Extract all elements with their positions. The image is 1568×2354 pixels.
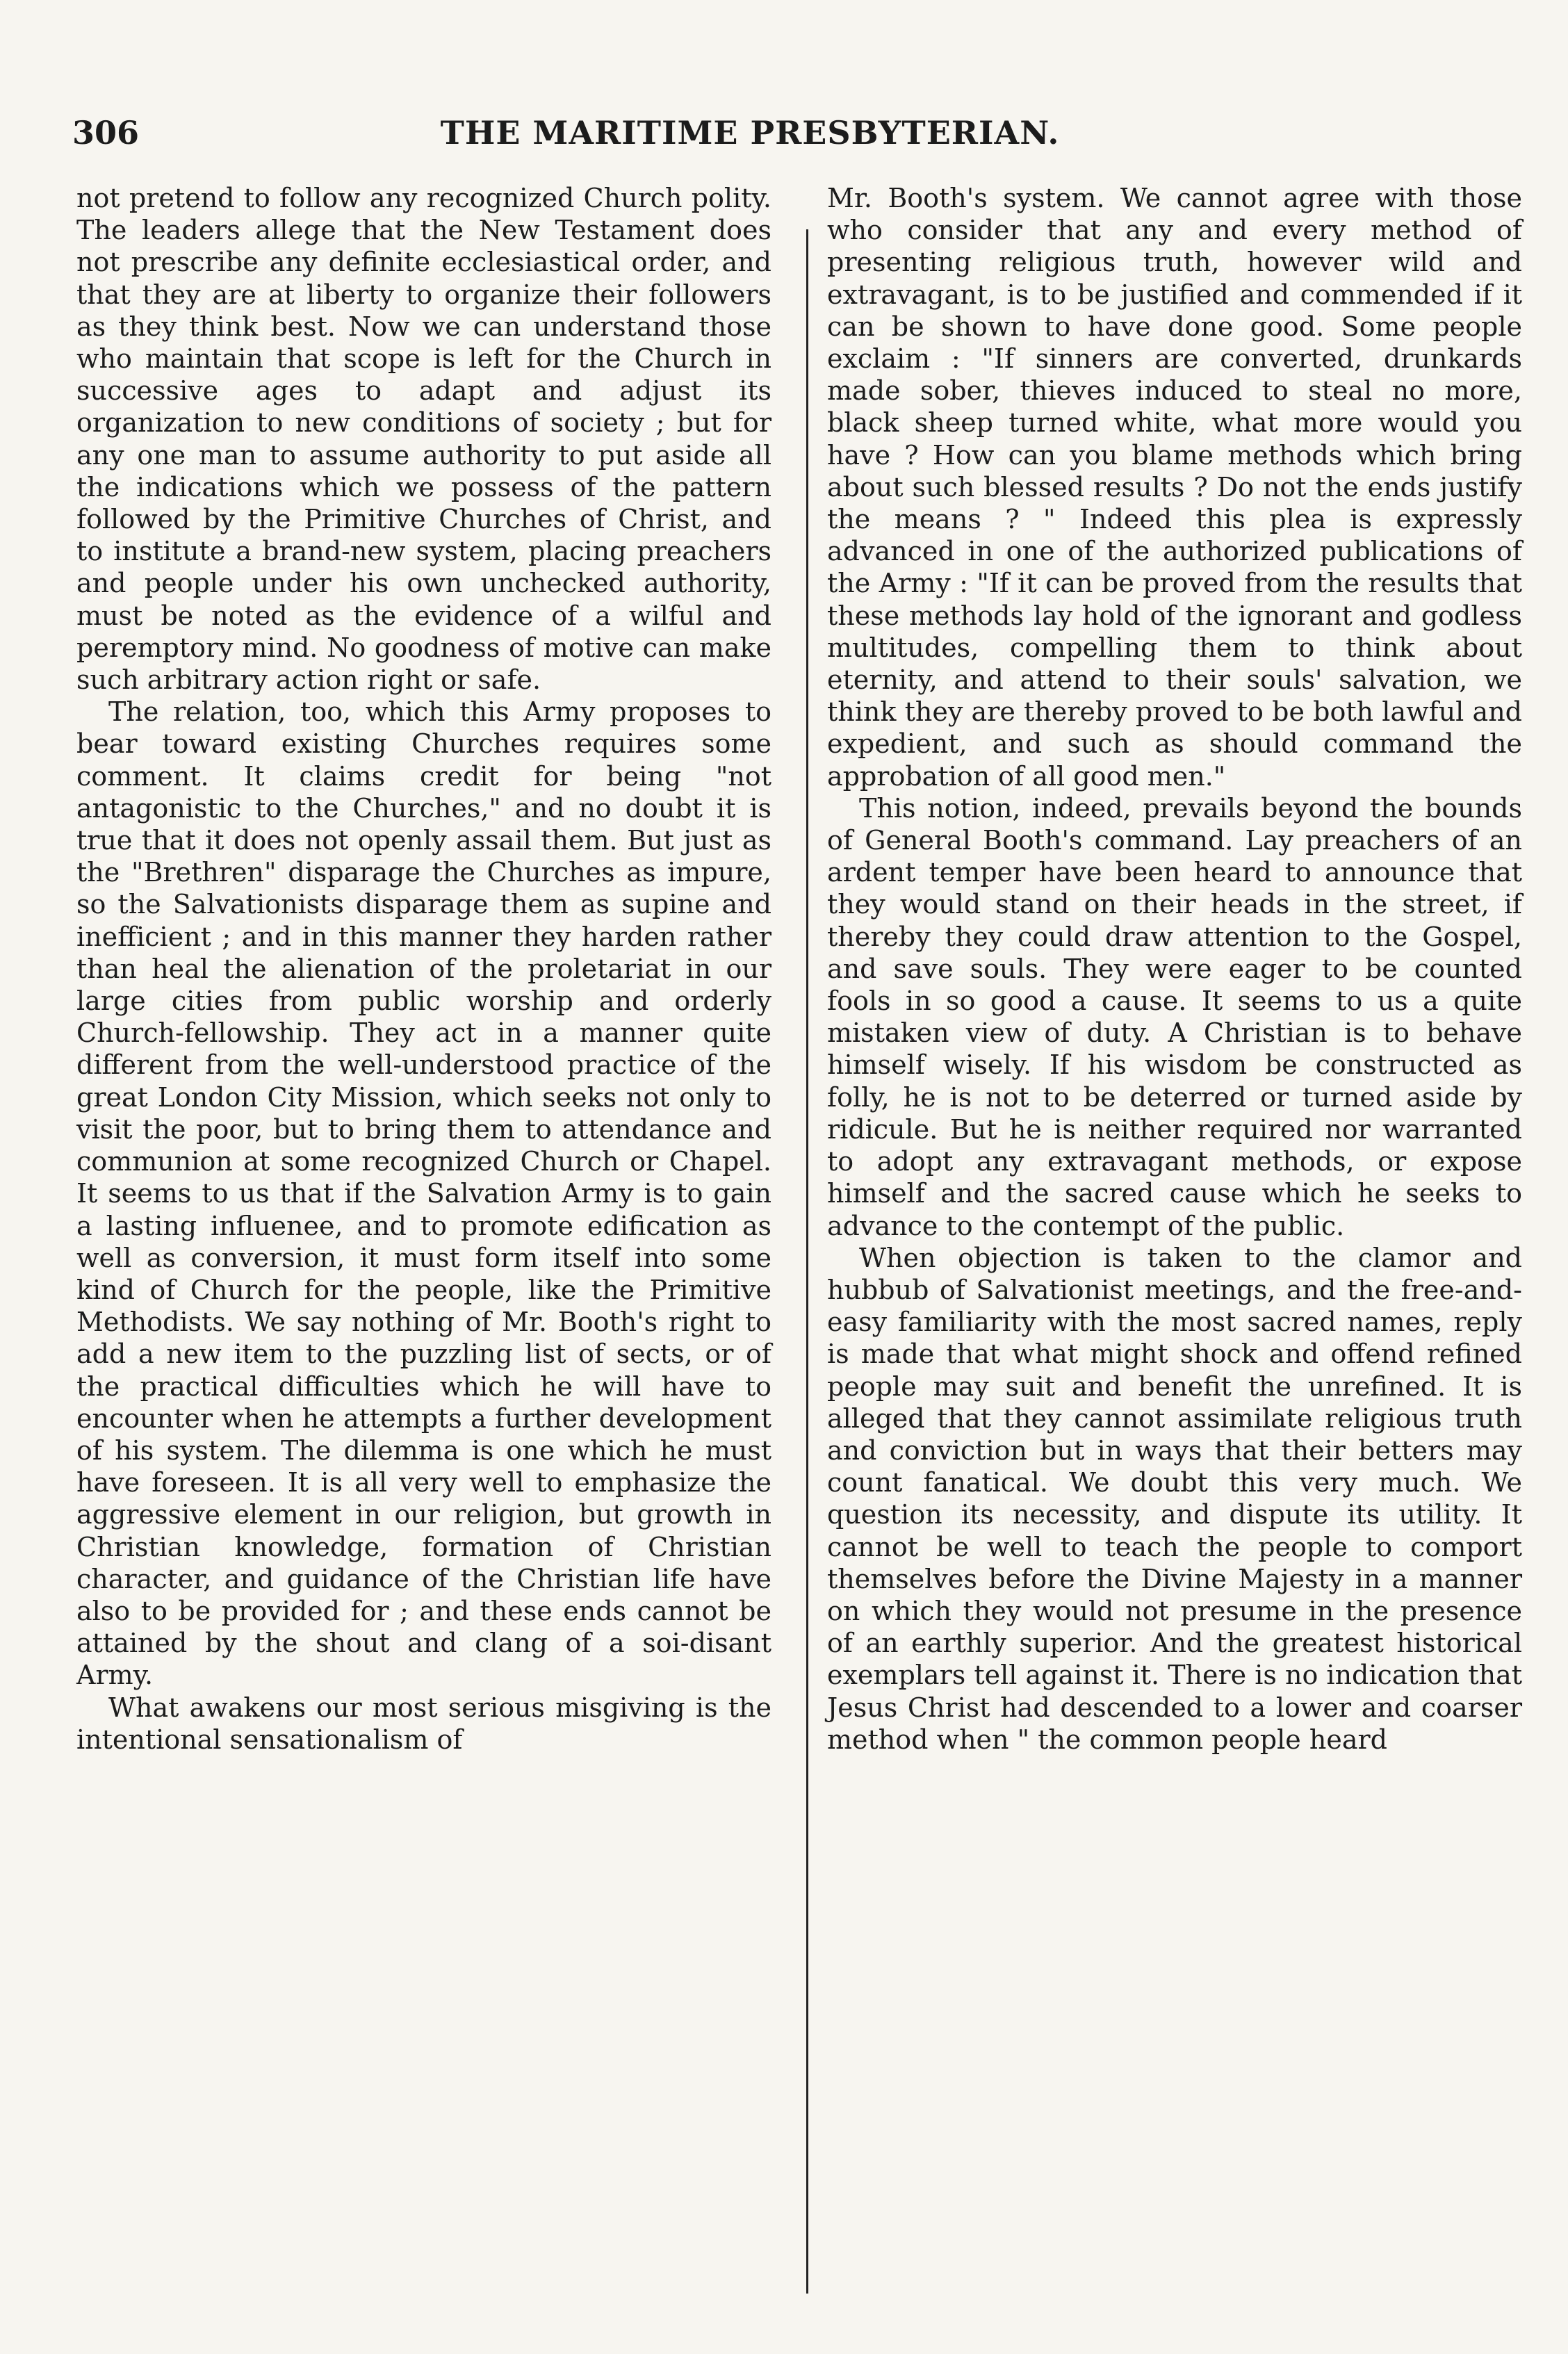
paragraph: not pretend to follow any recognized Church polity. The leaders allege that the New Testament does not prescribe any definite ecclesiastical order, and that they are at liberty to organize their followers as they think best. Now we can understand those who maintain that scope is left for the Church in successive ages to adapt and adjust its organization to new conditions of society ; but for any one man to assume authority to put aside all the indications which we possess of the pattern followed by the Primitive Churches of Christ, and to institute a brand-new system, placing preachers and people under his own unchecked authority, must be noted as the evidence of a wilful and peremptory mind. No goodness of motive can make such arbitrary action right or safe. (76, 183, 771, 696)
paragraph: Mr. Booth's system. We cannot agree with those who consider that any and every method of presenting religious truth, however wild and extravagant, is to be justified and commended if it can be shown to have done good. Some people exclaim : "If sinners are converted, drunkards made sober, thieves induced to steal no more, black sheep turned white, what more would you have ? How can you blame methods which bring about such blessed results ? Do not the ends justify the means ? " Indeed this plea is expressly advanced in one of the authorized publications of the Army : "If it can be proved from the results that these methods lay hold of the ignorant and godless multitudes, compelling them to think about eternity, and attend to their souls' salvation, we think they are thereby proved to be both lawful and expedient, and such as should command the approbation of all good men." (827, 183, 1522, 792)
column-divider (806, 229, 808, 2294)
paragraph: When objection is taken to the clamor and hubbub of Salvationist meetings, and the free-and-easy familiarity with the most sacred names, reply is made that what might shock and offend refined people may suit and benefit the unrefined. It is alleged that they cannot assimilate religious truth and conviction but in ways that their betters may count fanatical. We doubt this very much. We question its necessity, and dispute its utility. It cannot be well to teach the people to comport themselves before the Divine Majesty in a manner on which they would not presume in the presence of an earthly superior. And the greatest historical exemplars tell against it. There is no indication that Jesus Christ had descended to a lower and coarser method when " the common people heard (827, 1242, 1522, 1755)
right-column (827, 182, 1522, 1756)
left-column (76, 182, 771, 1756)
paragraph: The relation, too, which this Army proposes to bear toward existing Churches requires some comment. It claims credit for being "not antagonistic to the Churches," and no doubt it is true that it does not openly assail them. But just as the "Brethren" disparage the Churches as impure, so the Salvationists disparage them as supine and inefficient ; and in this manner they harden rather than heal the alienation of the proletariat in our large cities from public worship and orderly Church-fellowship. They act in a manner quite different from the well-understood practice of the great London City Mission, which seeks not only to visit the poor, but to bring them to attendance and communion at some recognized Church or Chapel. It seems to us that if the Salvation Army is to gain a lasting influenee, and to promote edification as well as conversion, it must form itself into some kind of Church for the people, like the Primitive Methodists. We say nothing of Mr. Booth's right to add a new item to the puzzling list of sects, or of the practical difficulties which he will have to encounter when he attempts a further development of his system. The dilemma is one which he must have foreseen. It is all very well to emphasize the aggressive element in our religion, but growth in Christian knowledge, formation of Christian character, and guidance of the Christian life have also to be provided for ; and these ends cannot be attained by the shout and clang of a soi-disant Army. (76, 696, 771, 1691)
running-title: THE MARITIME PRESBYTERIAN. (440, 114, 1060, 152)
paragraph: What awakens our most serious misgiving is the intentional sensationalism of (76, 1692, 771, 1755)
page-number: 306 (72, 114, 140, 152)
paragraph: This notion, indeed, prevails beyond the bounds of General Booth's command. Lay preachers of an ardent temper have been heard to announce that they would stand on their heads in the street, if thereby they could draw attention to the Gospel, and save souls. They were eager to be counted fools in so good a cause. It seems to us a quite mistaken view of duty. A Christian is to behave himself wisely. If his wisdom be constructed as folly, he is not to be deterred or turned aside by ridicule. But he is neither required nor warranted to adopt any extravagant methods, or expose himself and the sacred cause which he seeks to advance to the contempt of the public. (827, 792, 1522, 1241)
page-header (72, 104, 1428, 160)
